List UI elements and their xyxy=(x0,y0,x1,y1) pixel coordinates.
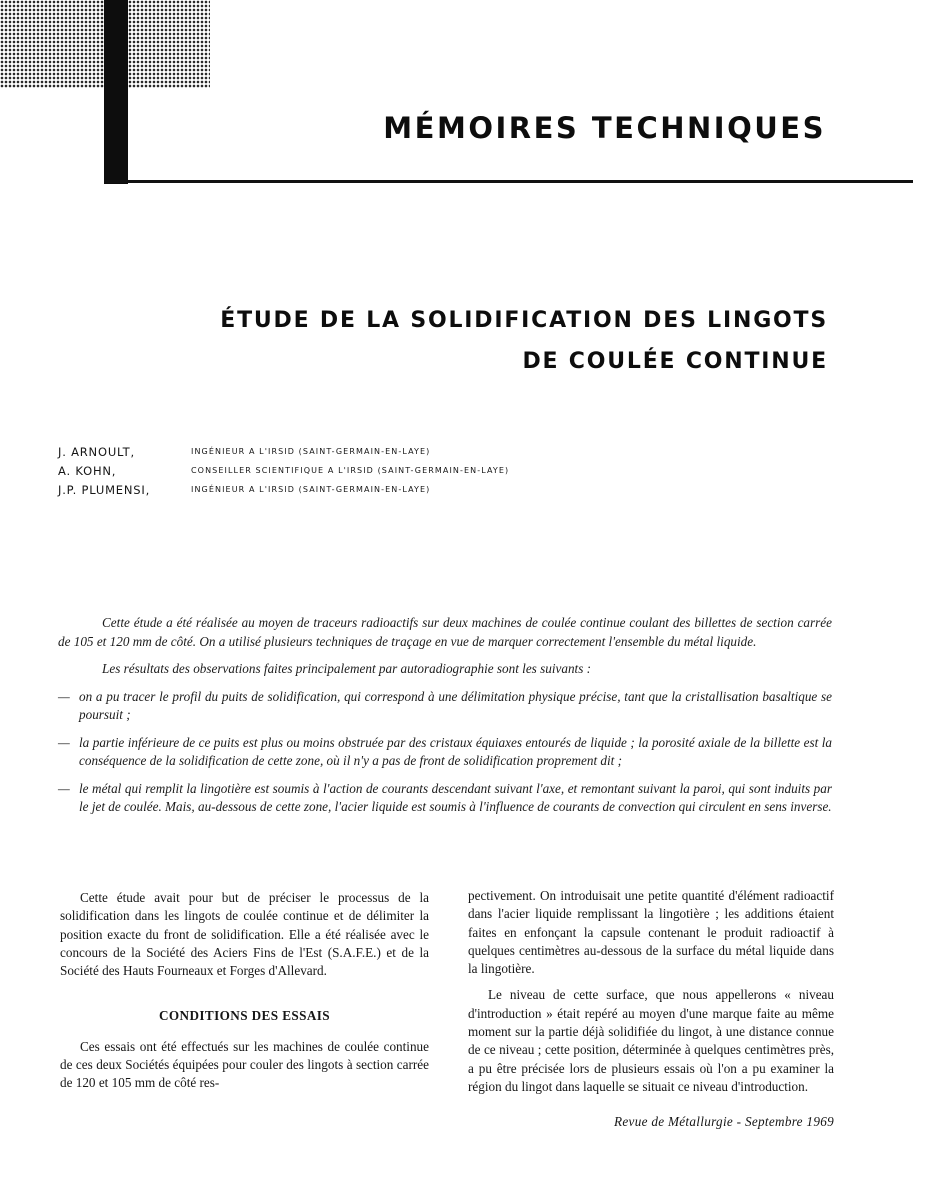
section-heading: CONDITIONS DES ESSAIS xyxy=(158,1008,331,1024)
header-rule xyxy=(104,180,913,183)
journal-footer: Revue de Métallurgie - Septembre 1969 xyxy=(614,1114,834,1129)
abstract-result-item xyxy=(58,734,832,771)
abstract-result-text: on a pu tracer le profil du puits de solidification, qui correspond à une délimitation physique précise, tant que la cristallisation basaltique se poursuit ; xyxy=(79,688,832,722)
author-affiliation: INGÉNIEUR A L'IRSID (SAINT-GERMAIN-EN-LAYE) xyxy=(191,485,431,494)
author-affiliation: INGÉNIEUR A L'IRSID (SAINT-GERMAIN-EN-LAYE) xyxy=(191,447,431,456)
abstract-result-text: le métal qui remplit la lingotière est soumis à l'action de courants descendant suivant l'axe, et remontant suivant la paroi, qui sont induits par le jet de coulée. Mais, au-dessous de cette zone, l'acier liquide est soumis à l'influence de courants de convection qui circulent en sens inverse. xyxy=(79,780,832,814)
abstract-results-list xyxy=(58,688,832,817)
dash-bullet: — xyxy=(58,734,70,750)
abstract-result-item xyxy=(58,780,832,817)
intro-paragraph: Cette étude avait pour but de préciser le processus de la solidification dans les lingots de coulée continue et de délimiter la position exacte du front de solidification. Elle a été réalisée avec le concours de la Société des Aciers Fins de l'Est (S.A.F.E.) et de la Société des Hauts Fourneaux et Forges d'Allevard. xyxy=(60,890,429,979)
article-title-line: ÉTUDE DE LA SOLIDIFICATION DES LINGOTS xyxy=(220,308,828,333)
dash-bullet: — xyxy=(58,780,70,796)
left-column xyxy=(60,889,429,1093)
abstract-result-text: la partie inférieure de ce puits est plus ou moins obstruée par des cristaux équiaxes entourés de liquide ; la porosité axiale de la billette est la conséquence de la solidification de cette zone, où il n'y a pas de front de solidification proprement dit ; xyxy=(79,734,832,768)
section-title: MÉMOIRES TECHNIQUES xyxy=(383,111,826,145)
header-vertical-bar xyxy=(104,0,128,184)
author-name: A. KOHN, xyxy=(58,464,117,478)
article-title-line: DE COULÉE CONTINUE xyxy=(522,349,828,374)
body-paragraph: pectivement. On introduisait une petite quantité d'élément radioactif dans l'acier liquide remplissant la lingotière ; les additions étaient faites en enfonçant la capsule contenant le produit radioactif à quelques centimètres au-dessous de la surface du métal liquide dans la lingotière. xyxy=(468,888,834,977)
abstract-results-intro: Les résultats des observations faites principalement par autoradiographie sont les suivants : xyxy=(102,661,592,676)
right-column xyxy=(468,887,834,1096)
abstract-result-item xyxy=(58,688,832,725)
author-affiliation: CONSEILLER SCIENTIFIQUE A L'IRSID (SAINT-GERMAIN-EN-LAYE) xyxy=(191,466,510,475)
abstract xyxy=(58,614,832,826)
abstract-intro: Cette étude a été réalisée au moyen de traceurs radioactifs sur deux machines de coulée continue coulant des billettes de section carrée de 105 et 120 mm de côté. On a utilisé plusieurs techniques de traçage en vue de marquer correctement l'ensemble du métal liquide. xyxy=(58,615,832,649)
author-name: J.P. PLUMENSI, xyxy=(58,483,151,497)
article-title xyxy=(220,300,828,382)
author-name: J. ARNOULT, xyxy=(58,445,135,459)
body-paragraph: Le niveau de cette surface, que nous appellerons « niveau d'introduction » était repéré au moyen d'une marque faite au même moment sur la partie déjà solidifiée du lingot, à une distance connue de ce niveau ; cette position, déterminée à quelques centimètres près, a pu être précisée lors de plusieurs essais où l'on a pu examiner la région du lingot dans laquelle se situait ce niveau d'introduction. xyxy=(468,987,834,1094)
conditions-paragraph: Ces essais ont été effectués sur les machines de coulée continue de ces deux Sociétés équipées pour couler des lingots à section carrée de 120 et 105 mm de côté res- xyxy=(60,1038,429,1091)
dash-bullet: — xyxy=(58,688,70,704)
